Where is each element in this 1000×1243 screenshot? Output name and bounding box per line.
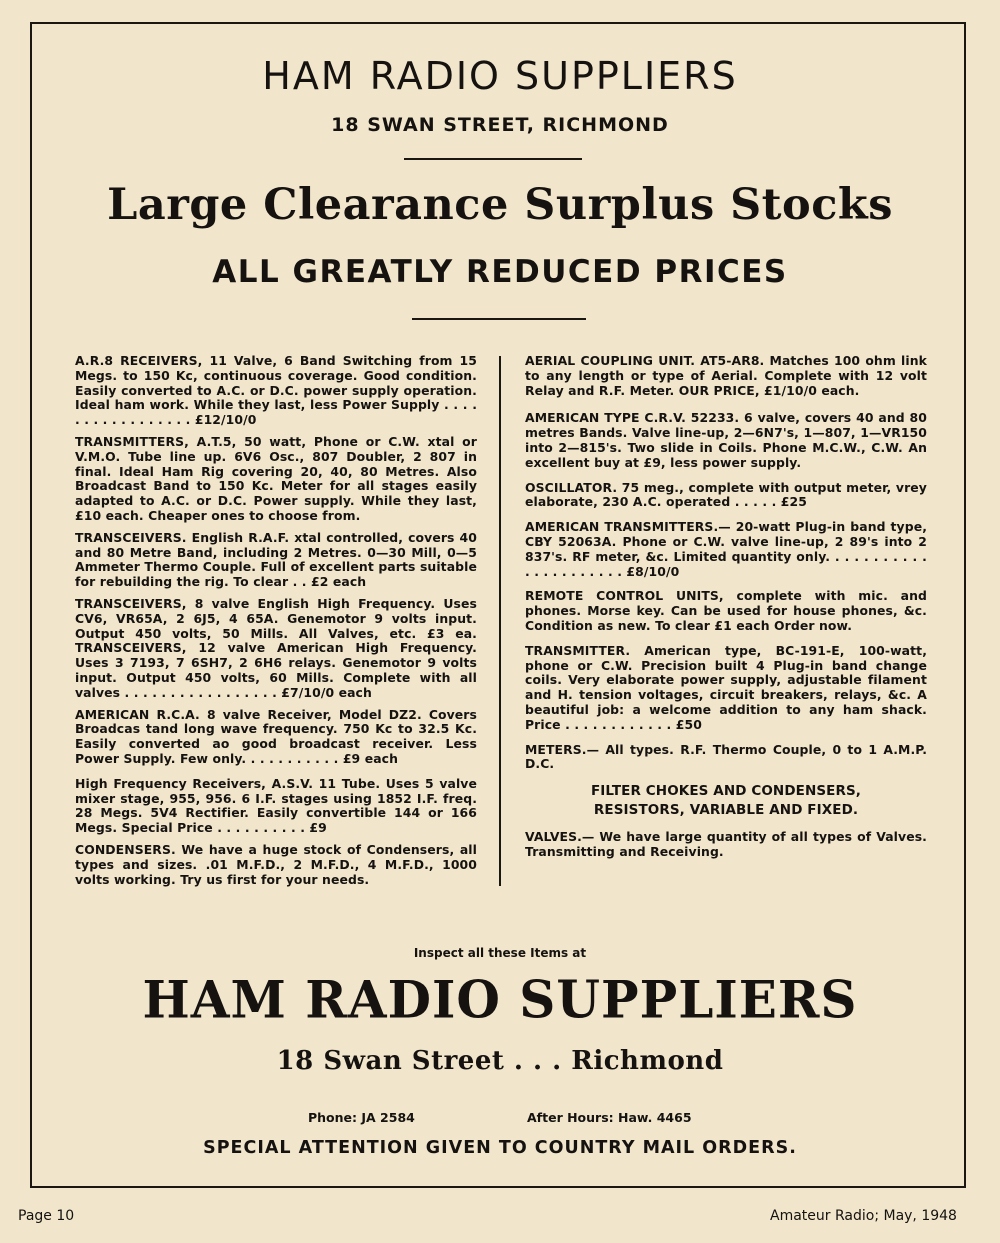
headline: Large Clearance Surplus Stocks bbox=[107, 180, 893, 230]
list-item: AMERICAN TRANSMITTERS.— 20-watt Plug-in band type, CBY 52063A. Phone or C.W. valve line-up, 2 89's into 2 837's. RF meter, &c. Limited quantity only. . . . . . . . . . . . . . . . . . . . . . £8/10/0 bbox=[525, 519, 928, 579]
after-hours-number: After Hours: Haw. 4465 bbox=[527, 1110, 692, 1125]
list-item: OSCILLATOR. 75 meg., complete with output meter, vrey elaborate, 230 A.C. operated . . . . . £25 bbox=[525, 479, 927, 510]
list-item: VALVES.— We have large quantity of all types of Valves. Transmitting and Receiving. bbox=[525, 829, 927, 859]
company-title: HAM RADIO SUPPLIERS bbox=[262, 54, 738, 98]
divider-middle bbox=[412, 318, 586, 320]
column-divider bbox=[499, 356, 501, 886]
mail-orders-note: SPECIAL ATTENTION GIVEN TO COUNTRY MAIL ORDERS. bbox=[203, 1138, 797, 1158]
list-item: TRANSCEIVERS, 8 valve English High Frequency. Uses CV6, VR65A, 2 6J5, 4 65A. Genemotor 9 volts input. Output 450 volts, 50 Mills. All Valves, etc. £3 ea. TRANSCEIVERS, 12 valve American High Frequency. Uses 3 7193, 7 6SH7, 2 6H6 relays. Genemotor 9 volts input. Output 450 volts, 60 Mills. Complete with all valves . . . . . . . . . . . . . . . . . £7/10/0 each bbox=[75, 595, 477, 700]
list-item: AMERICAN TYPE C.R.V. 52233. 6 valve, covers 40 and 80 metres Bands. Valve line-up, 2—6N7's, 1—807, 1—VR150 into 2—815's. Two slide in Coils. Phone M.C.W., C.W. An excellent buy at £9, less power supply. bbox=[525, 410, 927, 470]
list-item: TRANSCEIVERS. English R.A.F. xtal controlled, covers 40 and 80 Metre Band, including 2 Metres. 0—30 Mill, 0—5 Ammeter Thermo Couple. Full of excellent parts suitable for rebuilding the rig. To clear . . £2 each bbox=[75, 529, 477, 590]
company-title-bottom: HAM RADIO SUPPLIERS bbox=[142, 969, 858, 1030]
list-item: AERIAL COUPLING UNIT. AT5-AR8. Matches 100 ohm link to any length or type of Aerial. Complete with 12 volt Relay and R.F. Meter. OUR PRICE, £1/10/0 each. bbox=[525, 353, 927, 398]
list-item: TRANSMITTERS, A.T.5, 50 watt, Phone or C.W. xtal or V.M.O. Tube line up. 6V6 Osc., 807 Doubler, 2 807 in final. Ideal Ham Rig covering 20, 40, 80 Metres. Also Broadcast Band to 150 Kc. Meter for all stages easily adapted to A.C. or D.C. Power supply. While they last, £10 each. Cheaper ones to choose from. bbox=[75, 433, 477, 523]
divider-top bbox=[404, 158, 582, 160]
list-item: CONDENSERS. We have a huge stock of Condensers, all types and sizes. .01 M.F.D., 2 M.F.D., 4 M.F.D., 1000 volts working. Try us first for your needs. bbox=[75, 841, 478, 887]
publication-info: Amateur Radio; May, 1948 bbox=[770, 1208, 957, 1224]
list-item: TRANSMITTER. American type, BC-191-E, 100-watt, phone or C.W. Precision built 4 Plug-in band change coils. Very elaborate power supply, adjustable filament and H. tension voltages, circuit breakers, relays, &c. A beautiful job: a welcome addition to any ham shack. Price . . . . . . . . . . . . £50 bbox=[525, 642, 927, 732]
phone-number: Phone: JA 2584 bbox=[308, 1110, 415, 1125]
left-column bbox=[75, 354, 477, 894]
page-number: Page 10 bbox=[18, 1208, 75, 1224]
company-address: 18 SWAN STREET, RICHMOND bbox=[331, 114, 669, 136]
list-item: A.R.8 RECEIVERS, 11 Valve, 6 Band Switching from 15 Megs. to 150 Kc, continuous coverage. Good condition. Easily converted to A.C. or D.C. power supply operation. Ideal ham work. While they last, less Power Supply . . . . . . . . . . . . . . . . . £12/10/0 bbox=[75, 353, 477, 428]
company-address-bottom: 18 Swan Street . . . Richmond bbox=[276, 1046, 724, 1076]
right-column bbox=[525, 354, 927, 867]
filter-chokes-note: FILTER CHOKES AND CONDENSERS, RESISTORS, VARIABLE AND FIXED. bbox=[590, 783, 862, 819]
inspect-line: Inspect all these Items at bbox=[413, 946, 587, 960]
subheadline: ALL GREATLY REDUCED PRICES bbox=[212, 254, 788, 290]
list-item: High Frequency Receivers, A.S.V. 11 Tube. Uses 5 valve mixer stage, 955, 956. 6 I.F. stages using 1852 I.F. freq. 28 Megs. 5V4 Rectifier. Easily convertible 144 or 166 Megs. Special Price . . . . . . . . . . £9 bbox=[75, 775, 477, 836]
list-item: METERS.— All types. R.F. Thermo Couple, 0 to 1 A.M.P. D.C. bbox=[525, 741, 928, 772]
list-item: AMERICAN R.C.A. 8 valve Receiver, Model DZ2. Covers Broadcas tand long wave frequency. 750 Kc to 32.5 Kc. Easily converted ao good broadcast receiver. Less Power Supply. Few only. . . . . . . . . . . £9 each bbox=[75, 706, 477, 766]
list-item: REMOTE CONTROL UNITS, complete with mic. and phones. Morse key. Can be used for house phones, &c. Condition as new. To clear £1 each Order now. bbox=[525, 588, 927, 633]
